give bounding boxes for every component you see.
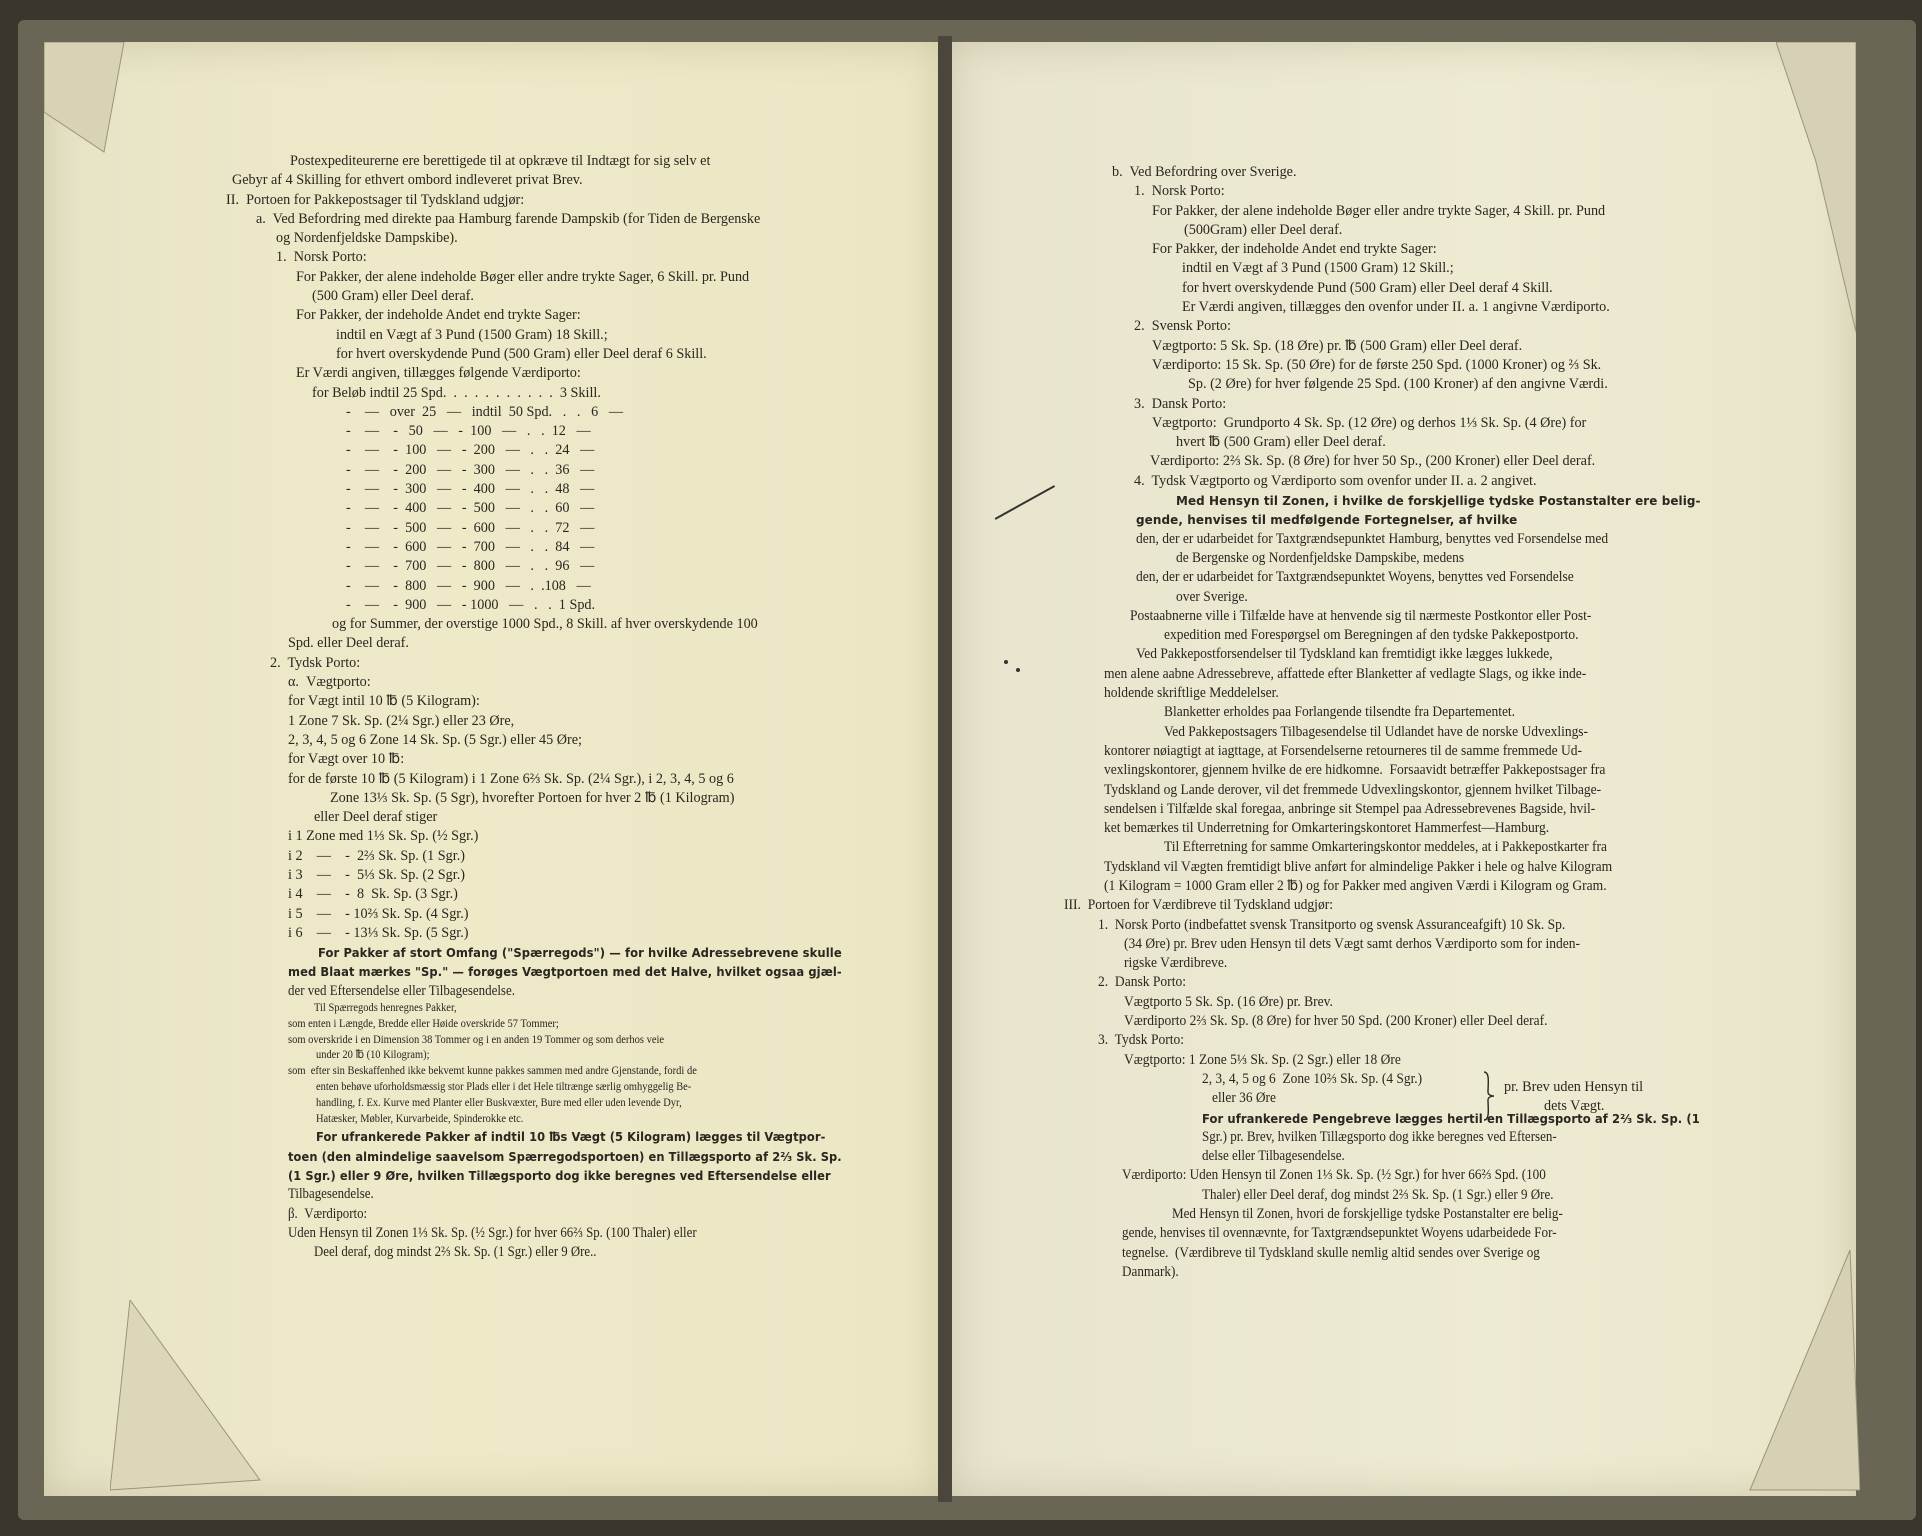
text-line: Zone 13⅓ Sk. Sp. (5 Sgr), hvorefter Portoen for hver 2 ℔ (1 Kilogram)	[330, 789, 735, 806]
text-line: for Vægt intil 10 ℔ (5 Kilogram):	[288, 693, 480, 710]
text-line: 4. Tydsk Vægtporto og Værdiporto som ovenfor under II. a. 2 angivet.	[1134, 472, 1537, 489]
text-line: - — - 700 — - 800 — . . 96 —	[346, 558, 595, 575]
text-line: tegnelse. (Værdibreve til Tydskland skulle nemlig altid sendes over Sverige og	[1122, 1244, 1540, 1261]
text-line: (500 Gram) eller Deel deraf.	[312, 288, 474, 305]
text-line: Med Hensyn til Zonen, i hvilke de forskjellige tydske Postanstalter ere belig-	[1176, 493, 1701, 509]
text-line: i 4 — - 8 Sk. Sp. (3 Sgr.)	[288, 886, 458, 903]
text-line: b. Ved Befordring over Sverige.	[1112, 164, 1297, 180]
text-line: II. Portoen for Pakkepostsager til Tydskland udgjør:	[226, 191, 525, 208]
text-line: og for Summer, der overstige 1000 Spd., 8 Skill. af hver overskydende 100	[332, 616, 758, 633]
text-line: ket bemærkes til Underretning for Omkarteringskontoret Hammerfest—Hamburg.	[1104, 820, 1550, 837]
brace-note-line: pr. Brev uden Hensyn til	[1504, 1079, 1644, 1095]
text-line: For Pakker, der alene indeholde Bøger eller andre trykte Sager, 6 Skill. pr. Pund	[296, 268, 750, 285]
text-line: - — - 800 — - 900 — . .108 —	[346, 577, 591, 594]
text-line: - — - 300 — - 400 — . . 48 —	[346, 481, 595, 498]
text-line: Tydskland og Lande derover, vil det fremmede Udvexlingskontor, gjennem hvilket Tilbage-	[1104, 781, 1602, 798]
text-line: men alene aabne Adressebreve, affattede efter Blanketter af vedlagte Slags, og ikke inde-	[1104, 665, 1587, 682]
text-line: sendelsen i Tilfælde skal foregaa, anbringe sit Stempel paa Adressebrevenes Bagside, hvil-	[1104, 800, 1596, 817]
text-line: (1 Kilogram = 1000 Gram eller 2 ℔) og for Pakker med angiven Værdi i Kilogram og Gram.	[1104, 877, 1607, 894]
text-line: (34 Øre) pr. Brev uden Hensyn til dets Vægt samt derhos Værdiporto som for inden-	[1124, 935, 1581, 952]
text-line: enten behøve uforholdsmæssig stor Plads eller i det Hele tiltrænge særlig omhyggelig Be-	[316, 1081, 692, 1094]
text-line: som efter sin Beskaffenhed ikke bekvemt kunne pakkes sammen med andre Gjenstande, fordi de	[288, 1065, 697, 1078]
text-line: og Nordenfjeldske Dampskibe).	[276, 230, 458, 247]
text-line: 1. Norsk Porto:	[276, 249, 367, 266]
text-line: - — - 400 — - 500 — . . 60 —	[346, 500, 595, 517]
folded-corner-top-left	[44, 42, 134, 162]
text-line: Ved Pakkepostsagers Tilbagesendelse til Udlandet have de norske Udvexlings-	[1164, 723, 1589, 740]
text-line: Tilbagesendelse.	[288, 1186, 374, 1203]
text-line: Ved Pakkepostforsendelser til Tydskland kan fremtidigt ikke lægges lukkede,	[1136, 646, 1553, 663]
text-line: Til Efterretning for samme Omkarteringskontor meddeles, at i Pakkepostkarter fra	[1164, 839, 1607, 856]
text-line: (500Gram) eller Deel deraf.	[1184, 221, 1343, 238]
text-line: Tydskland vil Vægten fremtidigt blive anført for almindelige Pakker i hele og halve Kilogram	[1104, 858, 1613, 875]
text-line: III. Portoen for Værdibreve til Tydskland udgjør:	[1064, 897, 1334, 914]
text-line: handling, f. Ex. Kurve med Planter eller Buskvæxter, Bure med eller uden levende Dyr,	[316, 1096, 682, 1109]
text-line: - — - 50 — - 100 — . . 12 —	[346, 423, 591, 440]
brace-note-line: dets Vægt.	[1544, 1098, 1605, 1114]
text-line: Sp. (2 Øre) for hver følgende 25 Spd. (100 Kroner) af den angivne Værdi.	[1188, 376, 1608, 393]
text-line: - — - 100 — - 200 — . . 24 —	[346, 442, 595, 459]
text-line: for hvert overskydende Pund (500 Gram) eller Deel deraf 4 Skill.	[1182, 279, 1553, 296]
text-line: Til Spærregods henregnes Pakker,	[314, 1002, 457, 1015]
text-line: 3. Dansk Porto:	[1134, 395, 1227, 412]
text-line: den, der er udarbeidet for Taxtgrændsepunktet Hamburg, benyttes ved Forsendelse med	[1136, 530, 1609, 547]
text-line: Vægtporto: 1 Zone 5⅓ Sk. Sp. (2 Sgr.) eller 18 Øre	[1124, 1051, 1401, 1068]
text-line: Hatæsker, Møbler, Kurvarbeide, Spinderokke etc.	[316, 1112, 524, 1125]
text-line: - — - 500 — - 600 — . . 72 —	[346, 519, 595, 536]
text-line: for de første 10 ℔ (5 Kilogram) i 1 Zone 6⅔ Sk. Sp. (2¼ Sgr.), i 2, 3, 4, 5 og 6	[288, 770, 734, 787]
text-line: Postaabnerne ville i Tilfælde have at henvende sig til nærmeste Postkontor eller Post-	[1130, 607, 1592, 624]
text-line: toen (den almindelige saavelsom Spærregodsportoen) en Tillægsporto af 2⅔ Sk. Sp.	[288, 1148, 842, 1164]
text-line: 2. Tydsk Porto:	[270, 654, 361, 671]
text-line: expedition med Forespørgsel om Beregningen af den tydske Pakkepostporto.	[1164, 627, 1579, 644]
text-line: for Vægt over 10 ℔:	[288, 751, 405, 768]
text-line: som overskride i en Dimension 38 Tommer og i en anden 19 Tommer og som derhos veie	[288, 1033, 665, 1046]
text-line: Værdiporto: 2⅔ Sk. Sp. (8 Øre) for hver 50 Sp., (200 Kroner) eller Deel deraf.	[1150, 453, 1596, 470]
text-line: den, der er udarbeidet for Taxtgrændsepunktet Woyens, benyttes ved Forsendelse	[1136, 569, 1574, 586]
text-line: For ufrankerede Pengebreve lægges hertil en Tillægsporto af 2⅔ Sk. Sp. (1	[1202, 1110, 1700, 1126]
text-line: delse eller Tilbagesendelse.	[1202, 1148, 1345, 1165]
text-line: Deel deraf, dog mindst 2⅔ Sk. Sp. (1 Sgr.) eller 9 Øre..	[314, 1244, 597, 1261]
text-line: Thaler) eller Deel deraf, dog mindst 2⅔ Sk. Sp. (1 Sgr.) eller 9 Øre.	[1202, 1186, 1554, 1203]
text-line: For ufrankerede Pakker af indtil 10 ℔s Vægt (5 Kilogram) lægges til Vægtpor-	[316, 1129, 826, 1145]
text-line: Vægtporto 5 Sk. Sp. (16 Øre) pr. Brev.	[1124, 993, 1333, 1010]
text-line: 2, 3, 4, 5 og 6 Zone 10⅔ Sk. Sp. (4 Sgr.)	[1202, 1070, 1423, 1087]
text-line: Blanketter erholdes paa Forlangende tilsendte fra Departementet.	[1164, 704, 1516, 721]
text-line: - — - 600 — - 700 — . . 84 —	[346, 538, 595, 555]
text-line: Er Værdi angiven, tillægges følgende Værdiporto:	[296, 365, 581, 382]
text-line: Uden Hensyn til Zonen 1⅓ Sk. Sp. (½ Sgr.) for hver 66⅔ Sp. (100 Thaler) eller	[288, 1224, 697, 1241]
text-line: 2. Svensk Porto:	[1134, 318, 1231, 335]
text-line: α. Vægtporto:	[288, 674, 371, 691]
text-line: - — over 25 — indtil 50 Spd. . . 6 —	[346, 403, 624, 420]
text-line: under 20 ℔ (10 Kilogram);	[316, 1049, 430, 1062]
text-line: i 3 — - 5⅓ Sk. Sp. (2 Sgr.)	[288, 866, 465, 883]
text-line: β. Værdiporto:	[288, 1205, 368, 1222]
text-line: Spd. eller Deel deraf.	[288, 635, 409, 652]
text-line: Vægtporto: Grundporto 4 Sk. Sp. (12 Øre) og derhos 1⅓ Sk. Sp. (4 Øre) for	[1152, 414, 1587, 431]
text-line: For Pakker, der alene indeholde Bøger eller andre trykte Sager, 4 Skill. pr. Pund	[1152, 202, 1606, 219]
text-line: Er Værdi angiven, tillægges den ovenfor under II. a. 1 angivne Værdiporto.	[1182, 299, 1610, 316]
text-line: eller Deel deraf stiger	[314, 809, 438, 826]
text-line: indtil en Vægt af 3 Pund (1500 Gram) 12 Skill.;	[1182, 260, 1454, 277]
right-page-text	[0, 163, 1745, 1282]
text-line: for hvert overskydende Pund (500 Gram) eller Deel deraf 6 Skill.	[336, 345, 707, 362]
text-line: Sgr.) pr. Brev, hvilken Tillægsporto dog ikke beregnes ved Eftersen-	[1202, 1128, 1557, 1145]
text-line: 1. Norsk Porto (indbefattet svensk Transitporto og svensk Assuranceafgift) 10 Sk. Sp.	[1098, 916, 1566, 933]
text-line: Værdiporto 2⅔ Sk. Sp. (8 Øre) for hver 50 Spd. (200 Kroner) eller Deel deraf.	[1124, 1013, 1548, 1030]
text-line: 2, 3, 4, 5 og 6 Zone 14 Sk. Sp. (5 Sgr.) eller 45 Øre;	[288, 731, 582, 748]
text-line: Gebyr af 4 Skilling for ethvert ombord indleveret privat Brev.	[232, 172, 583, 189]
text-line: med Blaat mærkes "Sp." — forøges Vægtportoen med det Halve, hvilket ogsaa gjæl-	[288, 964, 842, 980]
text-line: a. Ved Befordring med direkte paa Hamburg farende Dampskib (for Tiden de Bergenske	[256, 210, 761, 227]
text-line: i 1 Zone med 1⅓ Sk. Sp. (½ Sgr.)	[288, 828, 479, 845]
text-line: - — - 900 — - 1000 — . . 1 Spd.	[346, 596, 596, 613]
text-line: Værdiporto: Uden Hensyn til Zonen 1⅓ Sk. Sp. (½ Sgr.) for hver 66⅔ Spd. (100	[1122, 1167, 1546, 1184]
text-line: 1 Zone 7 Sk. Sp. (2¼ Sgr.) eller 23 Øre,	[288, 712, 515, 729]
text-line: hvert ℔ (500 Gram) eller Deel deraf.	[1176, 434, 1386, 451]
text-line: For Pakker af stort Omfang ("Spærregods") — for hvilke Adressebrevene skulle	[318, 945, 842, 961]
text-line: kontorer nøiagtigt at iagttage, at Forsendelserne retourneres til de samme fremmede Ud-	[1104, 742, 1583, 759]
text-line: For Pakker, der indeholde Andet end trykte Sager:	[296, 307, 581, 324]
text-line: vexlingskontorer, gjennem hvilke de ere hidkomne. Forsaavidt betræffer Pakkepostsager fra	[1104, 762, 1606, 779]
text-line: 1. Norsk Porto:	[1134, 183, 1225, 200]
text-line: Med Hensyn til Zonen, hvori de forskjellige tydske Postanstalter ere belig-	[1172, 1206, 1563, 1223]
text-line: gende, henvises til medfølgende Fortegnelser, af hvilke	[1136, 512, 1518, 528]
text-line: Danmark).	[1122, 1263, 1179, 1280]
text-line: i 6 — - 13⅓ Sk. Sp. (5 Sgr.)	[288, 924, 469, 941]
text-line: gende, henvises til ovennævnte, for Taxtgrændsepunktet Woyens udarbeidede For-	[1122, 1225, 1557, 1242]
text-line: i 5 — - 10⅔ Sk. Sp. (4 Sgr.)	[288, 905, 469, 922]
text-line: de Bergenske og Nordenfjeldske Dampskibe, medens	[1176, 549, 1465, 566]
folded-corner-bottom-right	[1720, 1250, 1860, 1500]
text-line: Postexpediteurerne ere berettigede til at opkræve til Indtægt for sig selv et	[290, 153, 711, 169]
text-line: Værdiporto: 15 Sk. Sp. (50 Øre) for de første 250 Spd. (1000 Kroner) og ⅔ Sk.	[1152, 356, 1602, 373]
folded-corner-bottom-left	[110, 1300, 270, 1500]
text-line: for Beløb indtil 25 Spd. . . . . . . . . . . 3 Skill.	[312, 384, 601, 401]
text-line: holdende skriftlige Meddelelser.	[1104, 685, 1279, 702]
text-line: 2. Dansk Porto:	[1098, 974, 1186, 991]
text-line: over Sverige.	[1176, 588, 1248, 605]
text-line: eller 36 Øre	[1212, 1090, 1276, 1107]
text-line: For Pakker, der indeholde Andet end trykte Sager:	[1152, 241, 1437, 258]
text-line: Vægtporto: 5 Sk. Sp. (18 Øre) pr. ℔ (500 Gram) eller Deel deraf.	[1152, 337, 1523, 354]
folded-corner-top-right	[1776, 42, 1856, 342]
text-line: der ved Eftersendelse eller Tilbagesendelse.	[288, 982, 515, 999]
text-line: (1 Sgr.) eller 9 Øre, hvilken Tillægsporto dog ikke beregnes ved Eftersendelse eller	[288, 1168, 831, 1184]
text-line: - — - 200 — - 300 — . . 36 —	[346, 461, 595, 478]
text-line: rigske Værdibreve.	[1124, 955, 1228, 972]
text-line: indtil en Vægt af 3 Pund (1500 Gram) 18 Skill.;	[336, 326, 608, 343]
text-line: i 2 — - 2⅔ Sk. Sp. (1 Sgr.)	[288, 847, 465, 864]
text-line: som enten i Længde, Bredde eller Høide overskride 57 Tommer;	[288, 1017, 559, 1030]
text-line: 3. Tydsk Porto:	[1098, 1032, 1185, 1049]
